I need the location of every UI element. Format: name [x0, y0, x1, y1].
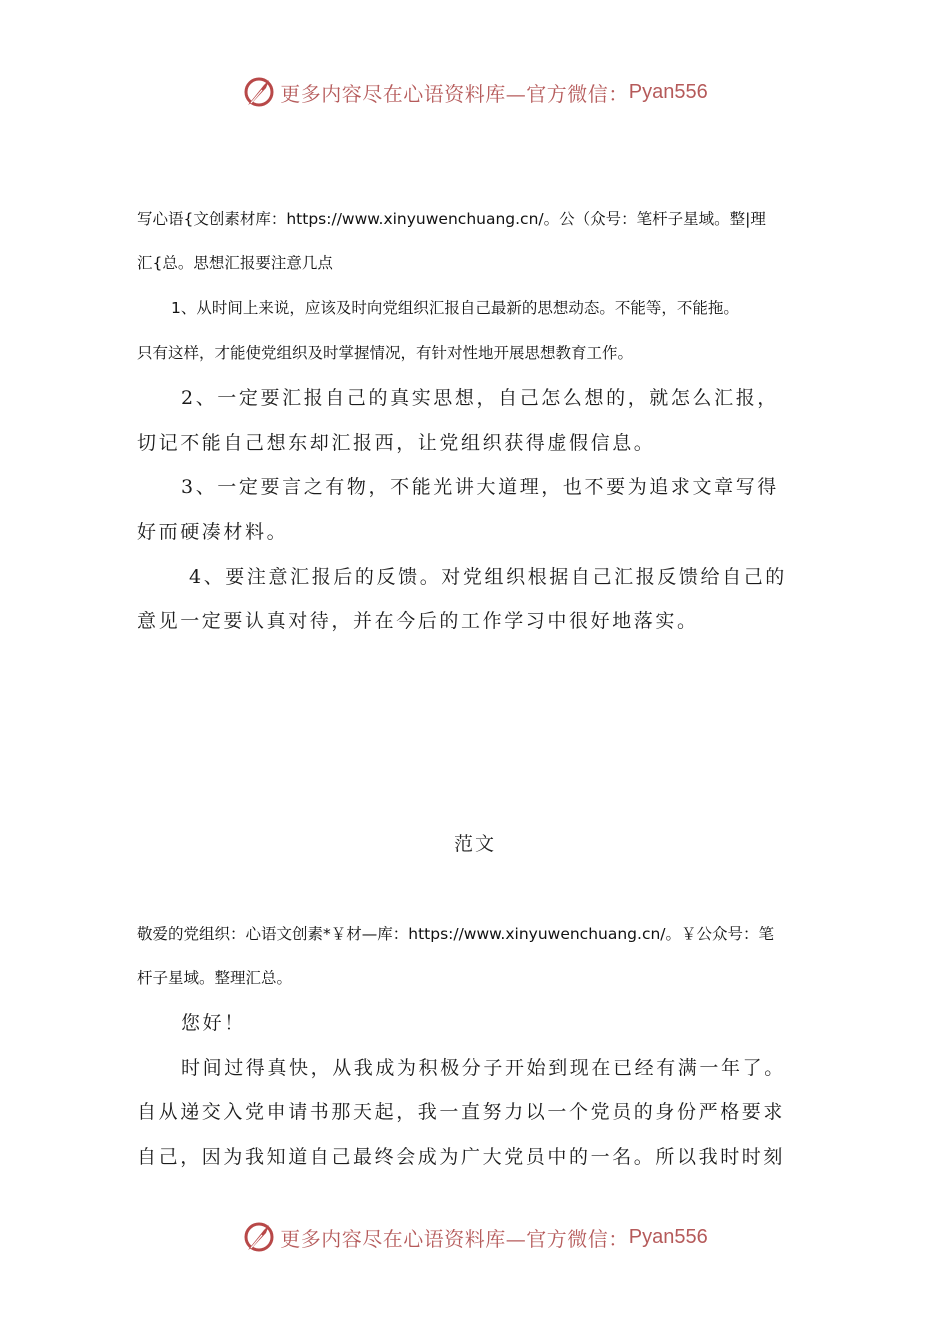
- body-line: 时间过得真快，从我成为积极分子开始到现在已经有满一年了。: [181, 1057, 786, 1079]
- greeting: 您好！: [181, 1012, 246, 1034]
- quill-logo-icon: [242, 1220, 276, 1254]
- salutation-line: 敬爱的党组织：心语文创素*￥材—库：https://www.xinyuwenchuang.cn/。￥公众号：笔: [137, 925, 775, 943]
- body-line: 自己，因为我知道自己最终会成为广大党员中的一名。所以我时时刻: [137, 1146, 786, 1168]
- banner-wechat-id: Pyan556: [628, 80, 708, 103]
- intro-line: 写心语{文创素材库：https://www.xinyuwenchuang.cn/。公（众号：笔杆子星域。整|理: [137, 210, 766, 228]
- banner-wechat-id: Pyan556: [628, 1225, 708, 1248]
- point-4-line: 意见一定要认真对待，并在今后的工作学习中很好地落实。: [137, 610, 699, 632]
- banner-text: 更多内容尽在心语资料库—官方微信：: [280, 81, 629, 106]
- header-banner: [0, 72, 950, 112]
- point-2-line: 切记不能自己想东却汇报西，让党组织获得虚假信息。: [137, 432, 656, 454]
- point-2-line: 2、一定要汇报自己的真实思想，自己怎么想的，就怎么汇报，: [181, 387, 779, 409]
- point-3-line: 3、一定要言之有物，不能光讲大道理，也不要为追求文章写得: [181, 476, 779, 498]
- salutation-line: 杆子星域。整理汇总。: [137, 969, 293, 987]
- banner-text: 更多内容尽在心语资料库—官方微信：: [280, 1226, 629, 1251]
- point-1-line: 1、从时间上来说，应该及时向党组织汇报自己最新的思想动态。不能等，不能拖。: [171, 299, 739, 317]
- intro-line: 汇{总。思想汇报要注意几点: [137, 254, 333, 272]
- point-3-line: 好而硬凑材料。: [137, 521, 289, 543]
- point-4-line: 4、要注意汇报后的反馈。对党组织根据自己汇报反馈给自己的: [189, 566, 787, 588]
- point-1-line: 只有这样，才能使党组织及时掌握情况，有针对性地开展思想教育工作。: [137, 344, 634, 362]
- quill-logo-icon: [242, 75, 276, 109]
- section-title: 范文: [453, 833, 496, 855]
- footer-banner: [0, 1217, 950, 1257]
- body-line: 自从递交入党申请书那天起，我一直努力以一个党员的身份严格要求: [137, 1101, 786, 1123]
